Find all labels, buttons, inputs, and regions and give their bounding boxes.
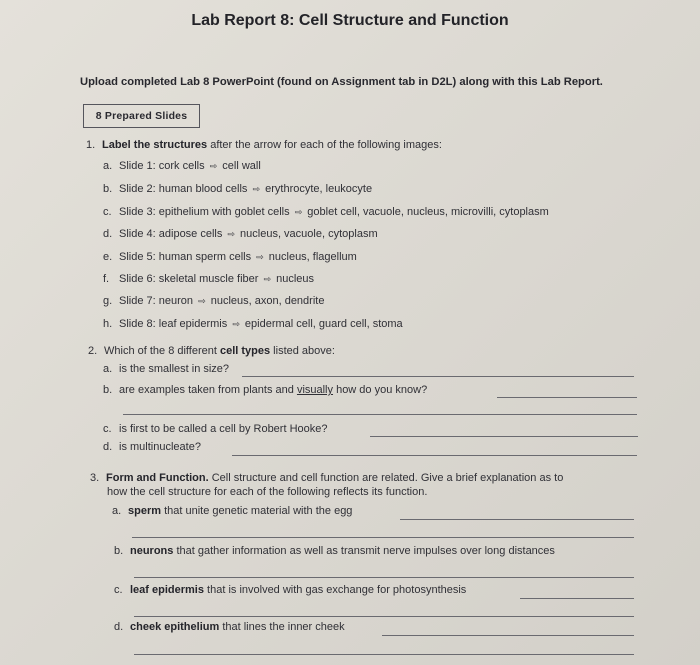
bold-text: leaf epidermis [130,584,204,596]
answer-line[interactable] [134,577,634,578]
q3-item-c [114,584,466,596]
answer-line[interactable] [497,397,637,398]
text-fragment: epithelium with goblet cells [158,206,290,218]
text-fragment: erythrocyte, leukocyte [265,183,373,195]
text-fragment: that lines the inner cheek [219,621,345,633]
arrow-icon: ⇨ [256,252,264,262]
q1-item-b [103,183,372,195]
bold-text: Label the structures [102,139,208,151]
q3-item-a [112,505,352,517]
q1-item-e [103,251,357,263]
text-fragment: Slide 1: [119,160,156,172]
q1-prompt [86,139,442,151]
q3-item-b [114,545,555,557]
text-fragment: nucleus, flagellum [268,251,357,263]
text-fragment: a. [112,505,122,517]
arrow-icon: ⇨ [263,274,272,284]
upload-instructions: Upload completed Lab 8 PowerPoint (found on Assignment tab in D2L) along with this Lab Report. [80,76,603,88]
q3-prompt-continued: how the cell structure for each of the following reflects its function. [107,486,428,498]
text-fragment: visually [296,384,334,396]
text-fragment: c. [103,423,112,435]
text-fragment: e. [103,251,113,263]
text-fragment: 2. [88,345,98,357]
text-fragment: Slide 6: [119,273,156,285]
answer-line[interactable] [232,455,637,456]
q3-item-d [114,621,345,633]
answer-line[interactable] [134,654,634,655]
page-title: Lab Report 8: Cell Structure and Function [191,12,509,29]
bold-text: neurons [130,545,174,557]
q2-item-b [103,384,427,396]
text-fragment: g. [103,295,113,307]
q1-item-f [103,273,314,285]
answer-line[interactable] [370,436,638,437]
text-fragment: Slide 3: [119,206,156,218]
bold-text: Form and Function. [106,472,209,484]
q2-prompt [88,345,335,357]
text-fragment: d. [103,228,113,240]
text-fragment: Which of the 8 different [104,345,220,357]
text-fragment: cork cells [158,160,205,172]
arrow-icon: ⇨ [232,319,240,329]
text-fragment: d. [103,441,113,453]
bold-text: sperm [128,505,162,517]
text-fragment: goblet cell, vacuole, nucleus, microvilli, cytoplasm [307,206,549,218]
text-fragment: adipose cells [158,228,223,240]
text-fragment: is the smallest in size? [119,363,230,375]
arrow-icon: ⇨ [227,229,235,239]
section-box-label: 8 Prepared Slides [95,110,188,122]
text-fragment: that is involved with gas exchange for photosynthesis [203,584,467,596]
text-fragment: f. [103,273,110,285]
arrow-icon: ⇨ [209,161,218,171]
text-fragment: that gather information as well as transmit nerve impulses over long distances [173,545,555,557]
text-fragment: c. [103,206,112,218]
q2-item-d [103,441,201,453]
q3-prompt [90,472,563,484]
answer-line[interactable] [123,414,637,415]
text-fragment: that unite genetic material with the egg [161,505,353,517]
text-fragment: b. [114,545,124,557]
answer-line[interactable] [134,616,634,617]
answer-line[interactable] [242,376,634,377]
bold-text: cell types [219,345,271,357]
text-fragment: listed above: [270,345,335,357]
text-fragment: leaf epidermis [158,318,228,330]
q1-item-d [103,228,378,240]
text-fragment: Slide 2: [119,183,156,195]
text-fragment: after the arrow for each of the following images: [207,139,442,151]
q1-item-c [103,206,549,218]
text-fragment: epidermal cell, guard cell, stoma [244,318,403,330]
text-fragment: 3. [90,472,100,484]
text-fragment: how do you know? [333,384,428,396]
q1-item-g [103,295,324,307]
text-fragment: b. [103,384,113,396]
text-fragment: human sperm cells [158,251,252,263]
text-fragment: a. [103,160,113,172]
text-fragment: d. [114,621,124,633]
text-fragment: skeletal muscle fiber [158,273,259,285]
text-fragment: Cell structure and cell function are related. Give a brief explanation as to [208,472,564,484]
text-fragment: Slide 7: [119,295,156,307]
q2-item-a [103,363,229,375]
answer-line[interactable] [520,598,634,599]
q2-item-c [103,423,328,435]
text-fragment: 1. [86,139,96,151]
text-fragment: Slide 8: [119,318,156,330]
q1-item-a [103,160,261,172]
text-fragment: neuron [158,295,194,307]
q1-item-h [103,318,403,330]
arrow-icon: ⇨ [252,184,261,194]
text-fragment: nucleus [276,273,315,285]
text-fragment: b. [103,183,113,195]
arrow-icon: ⇨ [294,207,303,217]
answer-line[interactable] [132,537,634,538]
text-fragment: a. [103,363,113,375]
section-box [83,104,200,128]
text-fragment: Slide 4: [119,228,156,240]
text-fragment: human blood cells [158,183,248,195]
answer-line[interactable] [400,519,634,520]
bold-text: cheek epithelium [130,621,220,633]
text-fragment: is first to be called a cell by Robert Hooke? [119,423,328,435]
text-fragment: c. [114,584,123,596]
text-fragment: are examples taken from plants and [119,384,297,396]
text-fragment: nucleus, axon, dendrite [210,295,325,307]
text-fragment: nucleus, vacuole, cytoplasm [240,228,378,240]
answer-line[interactable] [382,635,634,636]
text-fragment: cell wall [222,160,261,172]
text-fragment: Slide 5: [119,251,156,263]
text-fragment: h. [103,318,113,330]
text-fragment: is multinucleate? [119,441,201,453]
arrow-icon: ⇨ [198,296,206,306]
